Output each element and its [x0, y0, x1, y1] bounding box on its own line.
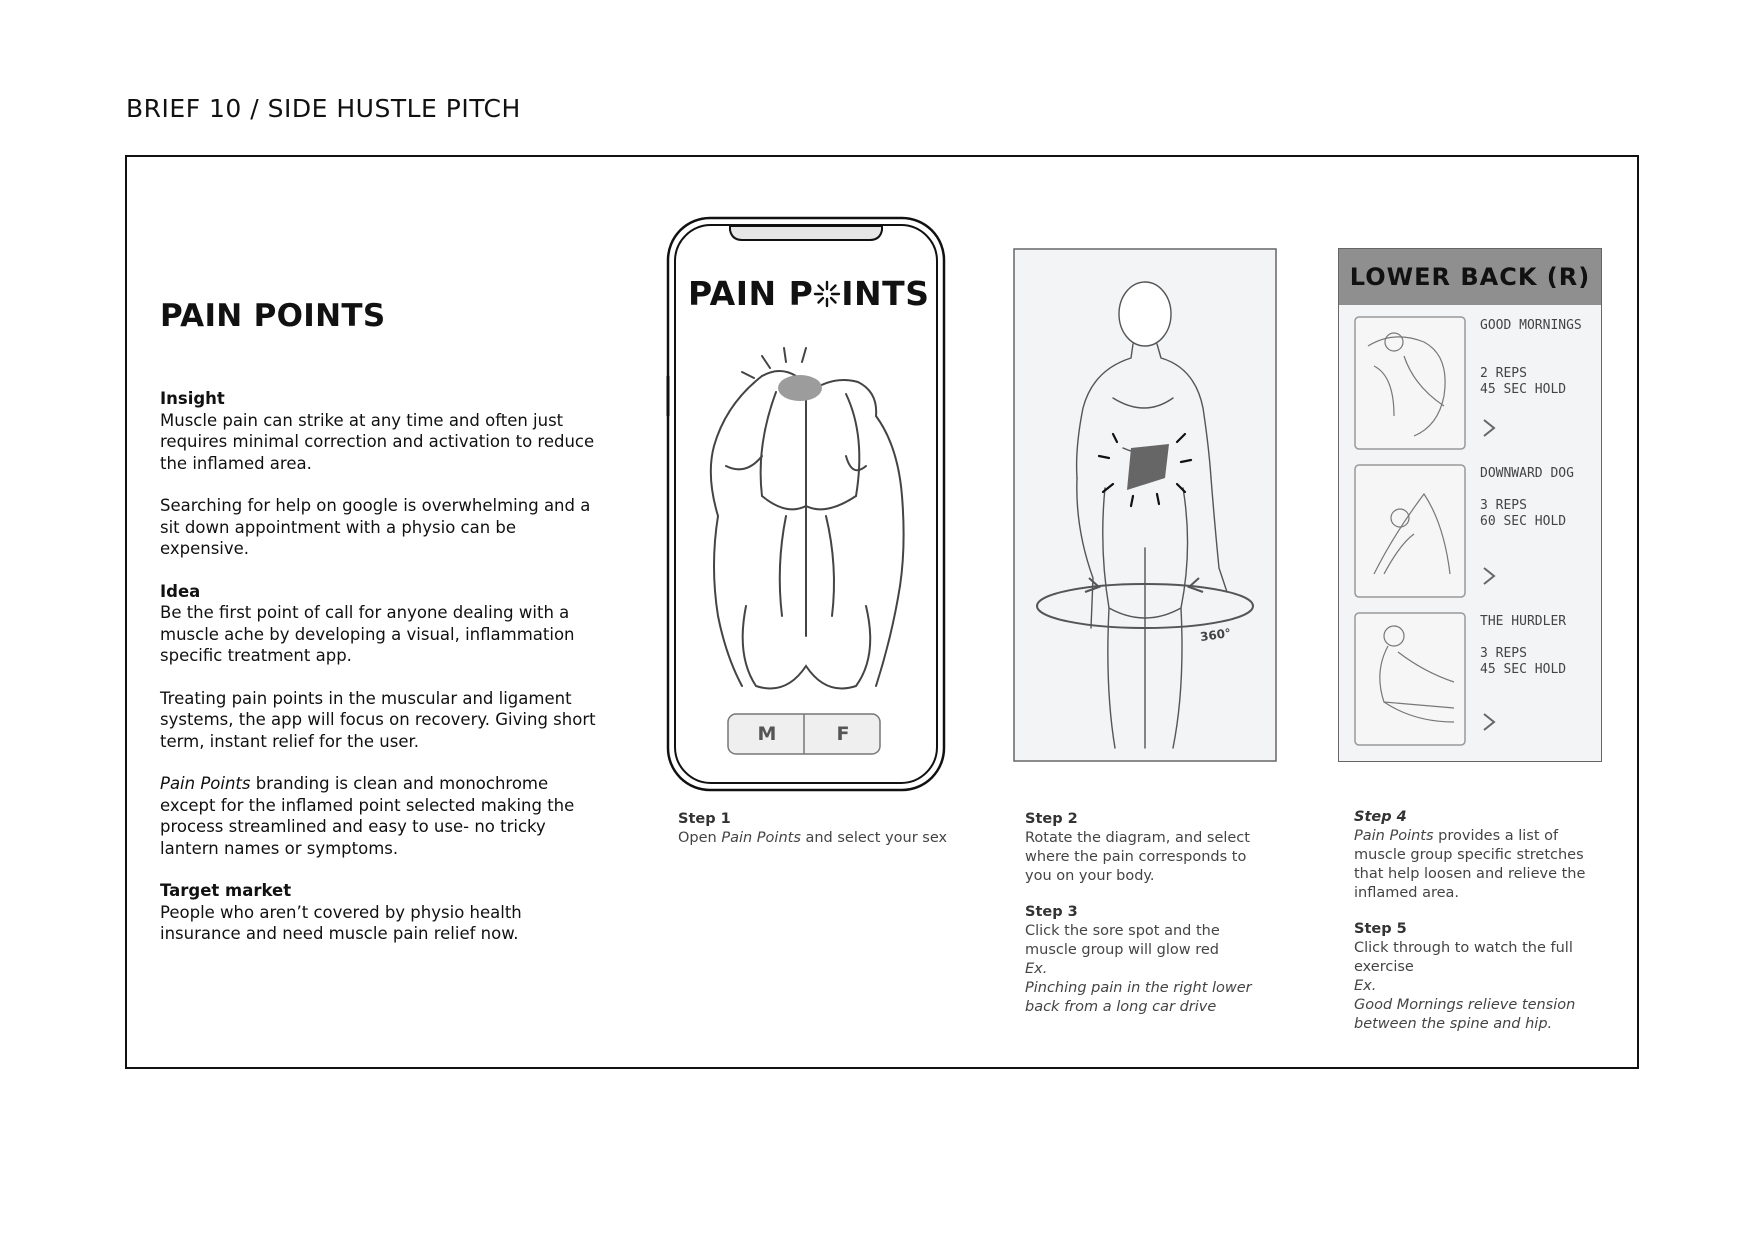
step4-caption: [1354, 808, 1594, 1034]
brief-title: BRIEF 10 / SIDE HUSTLE PITCH: [126, 94, 521, 123]
target-paragraph: [160, 880, 600, 945]
step1-text-c: and select your sex: [800, 830, 948, 846]
target-heading: Target market: [160, 881, 292, 900]
step4-text-b: provides a list of muscle group specific stretches that help loosen and relieve the inflamed area.: [1354, 828, 1586, 901]
step4-text-a: Pain Points: [1354, 828, 1434, 844]
branding-paragraph: [160, 773, 600, 859]
step3-label: Step 3: [1025, 904, 1078, 920]
step3-ex: Ex.: [1025, 961, 1048, 977]
target-text: People who aren’t covered by physio health insurance and need muscle pain relief now.: [160, 902, 522, 943]
lower-back-title: LOWER BACK (R): [1349, 263, 1591, 291]
step1-label: Step 1: [678, 811, 731, 827]
step2-caption: [1025, 810, 1275, 1017]
idea-text-1: Be the first point of call for anyone dealing with a muscle ache by developing a visual, inflammation specific treatment app.: [160, 603, 575, 665]
exercise-reps: 3 REPS: [1480, 498, 1527, 513]
insight-paragraph: [160, 388, 600, 474]
exercise-name: GOOD MORNINGS: [1480, 318, 1582, 333]
step1-caption: [678, 810, 958, 848]
logo-text-left: PAIN P: [688, 274, 814, 313]
rotation-label: 360°: [1199, 625, 1232, 645]
exercise-row[interactable]: [1354, 612, 1594, 746]
logo-text-right: INTS: [841, 274, 930, 313]
step5-ex: Ex.: [1354, 978, 1377, 994]
idea-paragraph-2: [160, 688, 600, 753]
description-column: [160, 298, 600, 966]
exercise-reps: 3 REPS: [1480, 646, 1527, 661]
exercise-reps: 2 REPS: [1480, 366, 1527, 381]
step1-text-a: Open: [678, 830, 722, 846]
phone-logo: [688, 274, 930, 313]
insight-text-2: Searching for help on google is overwhelming and a sit down appointment with a physio can be expensive.: [160, 496, 591, 558]
page-title: PAIN POINTS: [160, 298, 386, 334]
step5-example-text: Good Mornings relieve tension between the spine and hip.: [1354, 997, 1576, 1032]
exercise-row[interactable]: [1354, 464, 1594, 598]
exercise-row[interactable]: [1354, 316, 1594, 450]
chevron-right-icon[interactable]: [1482, 712, 1496, 732]
branding-name: Pain Points: [160, 774, 251, 793]
exercise-name: DOWNWARD DOG: [1480, 466, 1574, 481]
exercise-hold: 60 SEC HOLD: [1480, 514, 1567, 529]
insight-heading: Insight: [160, 389, 225, 408]
chevron-right-icon[interactable]: [1482, 566, 1496, 586]
idea-heading: Idea: [160, 581, 201, 601]
step5-label: Step 5: [1354, 921, 1407, 937]
exercise-thumbnail: [1354, 612, 1466, 746]
idea-text-2: Treating pain points in the muscular and ligament systems, the app will focus on recovery. Giving short term, instant relief for the user.: [160, 688, 596, 751]
step2-text: Rotate the diagram, and select where the pain corresponds to you on your body.: [1025, 830, 1250, 884]
idea-paragraph: [160, 581, 600, 667]
insight-paragraph-2: [160, 495, 600, 560]
step5-text: Click through to watch the full exercise: [1354, 940, 1573, 975]
branding-text: branding is clean and monochrome except for the inflamed point selected making the process streamlined and easy to use- no tricky lantern names or symptoms.: [160, 774, 575, 858]
exercise-thumbnail: [1354, 316, 1466, 450]
exercise-name: THE HURDLER: [1480, 614, 1567, 629]
step3-text: Click the sore spot and the muscle group will glow red: [1025, 923, 1220, 958]
step1-text-b: Pain Points: [721, 830, 801, 846]
exercise-hold: 45 SEC HOLD: [1480, 382, 1567, 397]
male-button[interactable]: M: [757, 723, 777, 745]
body-rotation-panel: [1013, 248, 1277, 762]
step2-label: Step 2: [1025, 811, 1078, 827]
chevron-right-icon[interactable]: [1482, 418, 1496, 438]
step3-example-text: Pinching pain in the right lower back from a long car drive: [1025, 980, 1252, 1015]
female-button[interactable]: F: [836, 723, 850, 745]
exercise-hold: 45 SEC HOLD: [1480, 662, 1567, 677]
insight-text-1: Muscle pain can strike at any time and often just requires minimal correction and activation to reduce the inflamed area.: [160, 410, 595, 473]
exercise-thumbnail: [1354, 464, 1466, 598]
step4-label: Step 4: [1354, 809, 1407, 825]
lower-back-header: [1339, 249, 1601, 305]
sun-icon: [813, 277, 841, 305]
